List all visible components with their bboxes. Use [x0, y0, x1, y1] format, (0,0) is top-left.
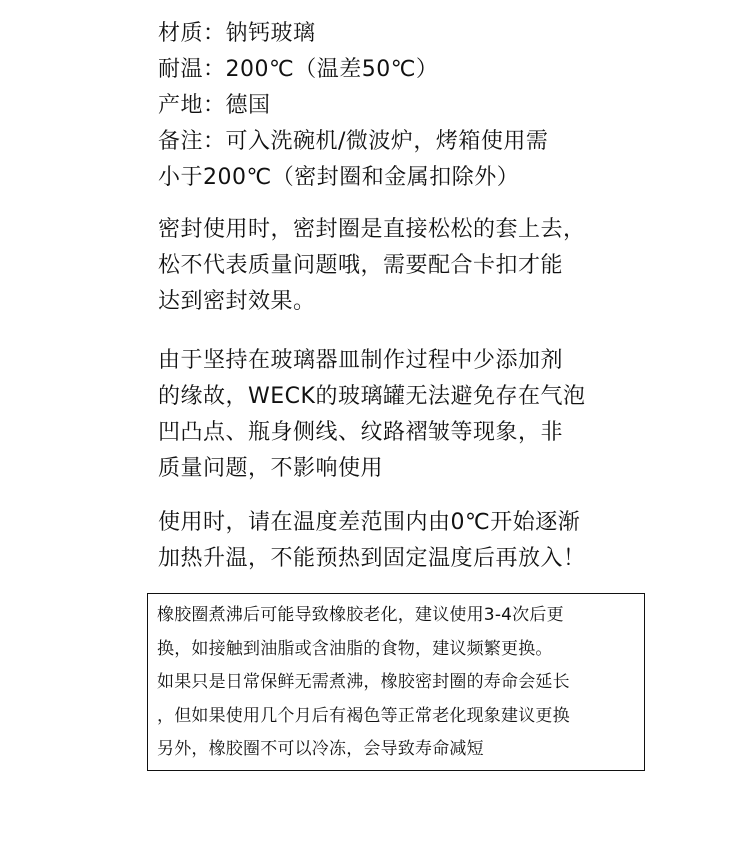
spec-remarks: 备注：可入洗碗机/微波炉，烤箱使用需: [158, 129, 549, 154]
notice-line: 另外，橡胶圈不可以冷冻，会导致寿命减短: [157, 739, 484, 759]
paragraph-line: 使用时，请在温度差范围内由0℃开始逐渐: [158, 510, 581, 535]
heating-instructions-paragraph: [158, 505, 586, 577]
paragraph-line: 质量问题，不影响使用: [158, 456, 384, 481]
glass-defects-paragraph: [158, 343, 585, 487]
notice-line: 换，如接触到油脂或含油脂的食物，建议频繁更换。: [157, 638, 553, 659]
spec-material: 材质：钠钙玻璃: [158, 21, 316, 46]
spec-origin: 产地：德国: [158, 93, 271, 118]
product-specs: [158, 16, 548, 196]
notice-line: 如果只是日常保鲜无需煮沸，橡胶密封圈的寿命会延长: [157, 672, 570, 692]
spec-remarks-continued: 小于200℃（密封圈和金属扣除外）: [158, 165, 520, 190]
notice-line: ，但如果使用几个月后有褐色等正常老化现象建议更换: [157, 705, 570, 726]
paragraph-line: 由于坚持在玻璃器皿制作过程中少添加剂: [158, 348, 564, 373]
paragraph-line: 凹凸点、瓶身侧线、纹路褶皱等现象，非: [158, 420, 564, 445]
paragraph-line: 达到密封效果。: [158, 289, 316, 314]
paragraph-line: 加热升温，不能预热到固定温度后再放入！: [158, 546, 586, 571]
paragraph-line: 的缘故，WECK的玻璃罐无法避免存在气泡: [158, 384, 586, 409]
spec-heat-resistance: 耐温：200℃（温差50℃）: [158, 57, 439, 82]
paragraph-line: 松不代表质量问题哦，需要配合卡扣才能: [158, 253, 564, 278]
notice-line: 橡胶圈煮沸后可能导致橡胶老化，建议使用3-4次后更: [157, 605, 564, 625]
paragraph-line: 密封使用时，密封圈是直接松松的套上去，: [158, 217, 586, 242]
sealing-note-paragraph: [158, 212, 586, 320]
rubber-ring-notice-box: [147, 593, 645, 771]
